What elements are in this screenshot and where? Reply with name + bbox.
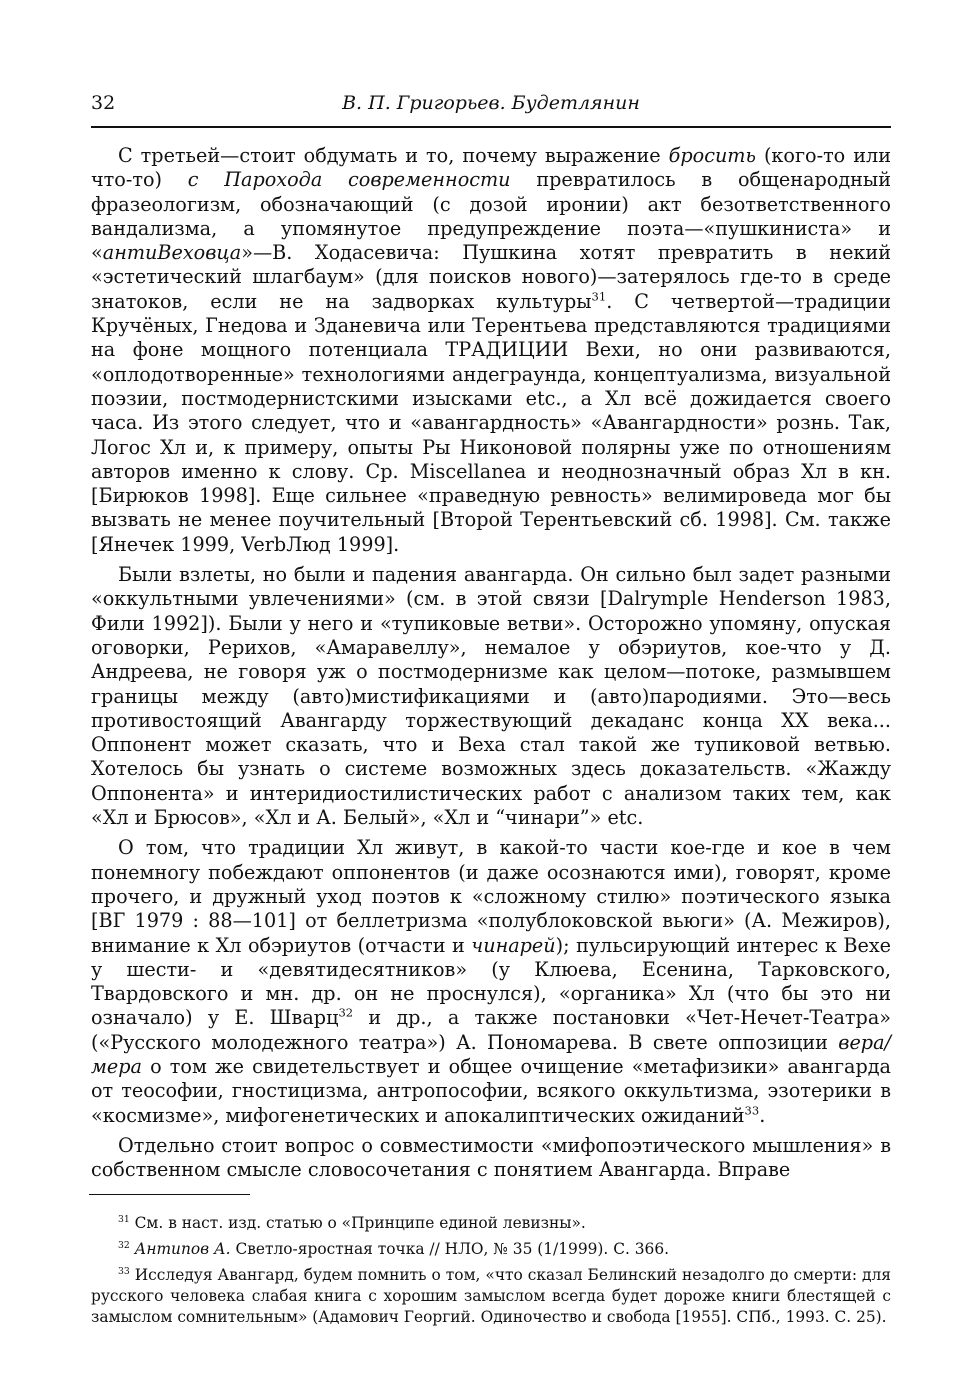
footnote xyxy=(91,1213,891,1234)
text-run: Были взлеты, но были и падения авангарда. Он сильно был задет разными «оккультными увлечениями» (см. в этой связи [Dalrymple Henderson 1983, Фили 1992]). Были у него и «тупиковые ветви». Осторожно упомяну, опуская оговорки, Рерихов, «Амаравеллу», немалое у обэриутов, кое-что у Д. Андреева, не говоря уж о постмодернизме как целом—потоке, размывшем границы между (авто)мистификациями и (авто)пародиями. Это—весь противостоящий Авангарду торжествующий декаданс конца XX века... Оппонент может сказать, что и Веха стал такой же тупиковой ветвью. Хотелось бы узнать о системе возможных здесь доказательств. «Жажду Оппонента» и интеридиостилистических работ с анализом таких тем, как «Хл и Брюсов», «Хл и А. Белый», «Хл и “чинари”» etc. xyxy=(91,563,891,830)
italic-text: чинарей xyxy=(471,933,556,957)
header-rule xyxy=(91,126,891,128)
text-run: ); пульсирующий интерес к Вехе у шести- и «девятидесятников» (у Клюева, Есенина, Тарковского, Твардовского и мн. др. он не проснулся), «органика» Хл (что бы это ни означало) у Е. Шварц xyxy=(91,933,892,1030)
page-header xyxy=(91,92,891,122)
footnotes xyxy=(91,1213,891,1328)
paragraph xyxy=(91,144,891,557)
text-run: о том же свидетельствует и общее очищение «метафизики» авангарда от теософии, гностицизма, антропософии, всякого оккультизма, эзотерики в «космизме», мифогенетических и апокалиптических ожиданий xyxy=(91,1054,891,1127)
text-run: См. в наст. изд. статью о «Принципе единой левизны». xyxy=(129,1214,586,1233)
text-run: Светло-яростная точка // НЛО, № 35 (1/1999). С. 366. xyxy=(230,1240,670,1259)
italic-text: антиВеховца xyxy=(102,241,242,265)
footnote-marker: 31 xyxy=(591,289,607,304)
footnote-marker: 32 xyxy=(118,1240,130,1252)
italic-text: бросить xyxy=(668,144,756,167)
text-run: и др., а также постановки «Чет-Нечет-Театра» («Русского молодежного театра») А. Пономарева. В свете оппозиции xyxy=(91,1006,891,1054)
book-page xyxy=(91,92,891,1333)
text-run: О том, что традиции Хл живут, в какой-то части кое-где и кое в чем понемногу побеждают оппонентов (и даже осознаются ими), говорят, кроме прочего, и дружный уход поэтов к «сложному стилю» поэтического языка [ВГ 1979 : 88—101] от беллетризма «полублоковской вьюги» (А. Межиров), внимание к Хл обэриутов (отчасти и xyxy=(91,836,891,957)
footnote-marker: 33 xyxy=(118,1266,130,1278)
text-run: превратилось в общенародный фразеологизм, обозначающий (с дозой иронии) акт безответственного вандализма, а упомянутое предупреждение поэта—«пушкиниста» и « xyxy=(91,168,891,265)
text-run: . xyxy=(759,1103,766,1127)
footnote xyxy=(91,1239,891,1260)
text-run: . С четвертой—традиции Кручёных, Гнедова и Зданевича или Терентьева представляются традициями на фоне мощного потенциала ТРАДИЦИИ Вехи, но они развиваются, «оплодотворенные» технологиями андеграунда, концептуализма, визуальной поэзии, постмодернистскими изысками etc., а Хл всё дожидается своего часа. Из этого следует, что и «авангардность» «Авангардности» рознь. Так, Логос Хл и, к примеру, опыты Ры Никоновой полярны уже по отношениям авторов именно к слову. Ср. Miscellanea и неоднозначный образ Хл в кн. [Бирюков 1998]. Еще сильнее «праведную ревность» велимироведа мог бы вызвать не менее поучительный [Второй Терентьевский сб. 1998]. См. также [Янечек 1999, VerbЛюд 1999]. xyxy=(91,289,891,556)
italic-text: с Парохода современности xyxy=(187,168,511,192)
footnote-marker: 31 xyxy=(118,1214,130,1226)
text-run: »—В. Ходасевича: Пушкина хотят превратить в некий «эстетический шлагбаум» (для поисков нового)—затерялось где-то в среде знатоков, если не на задворках культуры xyxy=(91,241,891,313)
italic-text: вера/мера xyxy=(91,1030,891,1078)
italic-text: Антипов А. xyxy=(134,1240,231,1259)
text-run: С третьей—стоит обдумать и то, почему выражение xyxy=(118,144,669,167)
text-run: (кого-то или что-то) xyxy=(91,144,892,192)
footnote-marker: 33 xyxy=(744,1103,760,1118)
running-title: В. П. Григорьев. Будетлянин xyxy=(342,92,640,114)
body-text xyxy=(91,144,891,1182)
page-number: 32 xyxy=(91,92,116,114)
paragraph xyxy=(91,836,891,1128)
footnote-marker: 32 xyxy=(338,1006,354,1020)
footnote-rule xyxy=(89,1194,250,1195)
paragraph xyxy=(91,563,891,830)
footnote xyxy=(91,1265,891,1328)
text-run: Отдельно стоит вопрос о совместимости «мифопоэтического мышления» в собственном смысле словосочетания с понятием Авангарда. Вправе xyxy=(91,1133,891,1182)
text-run: Исследуя Авангард, будем помнить о том, «что сказал Белинский незадолго до смерти: для русского человека слабая книга с хорошим замыслом всегда будет дороже книги блестящей с замыслом сомнительным» (Адамович Георгий. Одиночество и свобода [1955]. СПб., 1993. С. 25). xyxy=(91,1266,891,1327)
paragraph xyxy=(91,1134,891,1183)
